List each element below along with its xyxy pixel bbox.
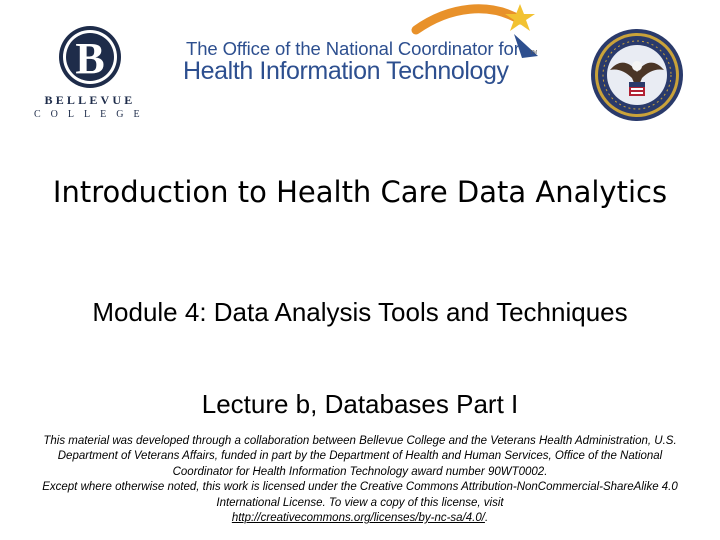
bellevue-logo-name: BELLEVUE — [44, 93, 136, 107]
bellevue-logo-letter: B — [75, 34, 105, 83]
footer-period: . — [484, 512, 489, 525]
onc-logo-tm: TM — [530, 50, 538, 56]
footer-license-text: Except where otherwise noted, this work is licensed under the Creative Commons Attribution-NonCommercial-ShareAlike 4.0 International License. To view a copy of this license, visit — [42, 481, 678, 509]
lecture-title: Lecture b, Databases Part I — [201, 389, 519, 419]
bellevue-logo-sub: COLLEGE — [34, 109, 150, 120]
footer-attribution — [40, 434, 680, 526]
license-link[interactable]: http://creativecommons.org/licenses/by-nc-sa/4.0/ — [231, 512, 485, 525]
footer-funding-text: This material was developed through a collaboration between Bellevue College and the Veterans Health Administration, U.S. Department of Veterans Affairs, funded in part by the Department of Health and Human Services, Office of the National Coordinator for Health Information Technology award number 90WT0002. — [43, 435, 677, 478]
slide-title: Introduction to Health Care Data Analytics — [52, 175, 668, 209]
onc-logo-line2: Health Information Technology — [183, 57, 509, 85]
onc-logo-line1: The Office of the National Coordinator for — [186, 38, 520, 59]
va-seal-icon — [590, 28, 684, 122]
footer-license-paragraph — [40, 480, 680, 526]
module-title: Module 4: Data Analysis Tools and Techniques — [92, 297, 628, 327]
